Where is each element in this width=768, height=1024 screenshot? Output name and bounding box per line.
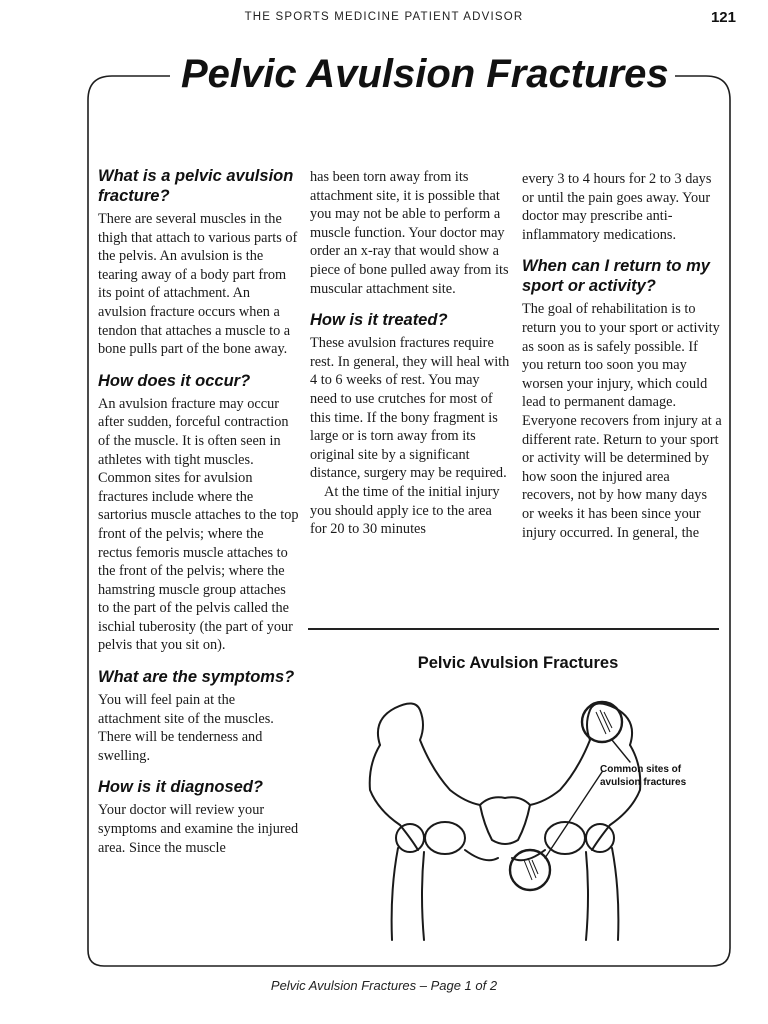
column-2: [310, 168, 510, 539]
figure-title: Pelvic Avulsion Fractures: [417, 654, 619, 672]
paragraph-what-is: There are several muscles in the thigh that attach to various parts of the pelvis. An avulsion is the tearing away of a body part from its point of attachment. An avulsion fracture occurs when a tendon that attaches a muscle to a bone pulls part of the bone away.: [98, 211, 298, 358]
paragraph-return: The goal of rehabilitation is to return you to your sport or activity as soon as is safely possible. If you return too soon you may worsen your injury, which could lead to permanent damage. Everyone recovers from injury at a different rate. Return to your sport or activity will be determined by how soon the injured area recovers, not by how many days or weeks it has been since your injury occurred. In general, the: [522, 301, 722, 541]
right-femur: [586, 848, 618, 940]
page-title: Pelvic Avulsion Fractures: [175, 52, 675, 97]
left-obturator: [425, 822, 465, 854]
paragraph-symptoms: You will feel pain at the attachment site of the muscles. There will be tenderness and swelling.: [98, 692, 274, 764]
heading-how-occur: How does it occur?: [98, 371, 251, 390]
paragraph-continued: has been torn away from its attachment site, it is possible that you may not be able to perform a muscle function. Your doctor may order an x-ray that would show a piece of bone pulled away from its muscular attachment site.: [310, 169, 509, 297]
heading-what-is: What is a pelvic avulsion fracture?: [98, 167, 294, 205]
page-number: 121: [710, 9, 736, 26]
pelvis-illustration: [340, 690, 670, 945]
paragraph-how-occur: An avulsion fracture may occur after sudden, forceful contraction of the muscle. It is often seen in athletes with tight muscles. Common sites for avulsion fractures include where the sartorius muscle attaches to the top front of the pelvis; where the rectus femoris muscle attaches to the front of the pelvis; where the hamstring muscle group attaches to the part of the pelvis called the ischial tuberosity (the part of your pelvis that you sit on).: [98, 395, 299, 654]
right-ilium: [530, 703, 632, 805]
figure-annotation: Common sites of avulsion fractures: [600, 764, 687, 788]
heading-return: When can I return to my sport or activity?: [522, 257, 710, 296]
paragraph-treated: These avulsion fractures require rest. In general, they will heal with 4 to 6 weeks of rest. You may need to use crutches for most of this time. If the bony fragment is large or is torn away from its original site by a significant distance, surgery may be required.: [310, 335, 510, 482]
running-header: THE SPORTS MEDICINE PATIENT ADVISOR: [244, 11, 524, 23]
paragraph-ice: At the time of the initial injury you should apply ice to the area for 20 to 30 minutes: [310, 483, 500, 538]
figure-divider: [308, 628, 719, 630]
sacrum: [480, 797, 530, 844]
paragraph-ice-continued: every 3 to 4 hours for 2 to 3 days or until the pain goes away. Your doctor may prescribe anti-inflammatory medications.: [522, 171, 712, 243]
fracture-site-lower: [510, 850, 550, 890]
left-ilium: [378, 703, 480, 805]
heading-treated: How is it treated?: [310, 311, 448, 330]
paragraph-diagnosed: Your doctor will review your symptoms and examine the injured area. Since the muscle: [98, 802, 299, 856]
heading-diagnosed: How is it diagnosed?: [98, 778, 264, 797]
column-3: [522, 170, 722, 542]
heading-symptoms: What are the symptoms?: [98, 668, 295, 687]
page-footer: Pelvic Avulsion Fractures – Page 1 of 2: [270, 978, 498, 993]
left-femur: [392, 848, 424, 940]
column-1: [98, 166, 300, 857]
